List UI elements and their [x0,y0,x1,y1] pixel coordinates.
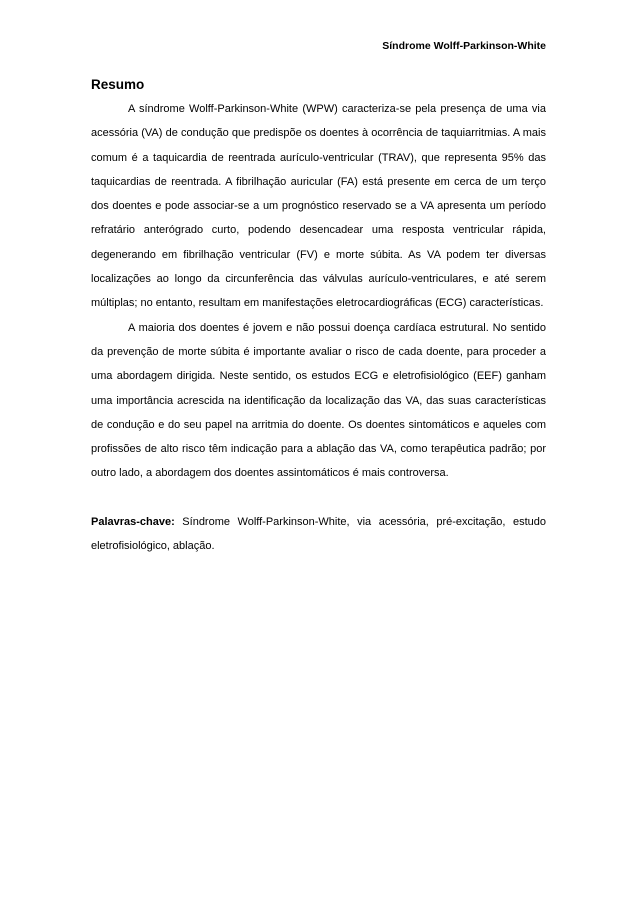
running-header: Síndrome Wolff-Parkinson-White [382,40,546,52]
keywords [91,510,546,559]
abstract-paragraph-2: A maioria dos doentes é jovem e não possui doença cardíaca estrutural. No sentido da prevenção de morte súbita é importante avaliar o risco de cada doente, para proceder a uma abordagem dirigida. Neste sentido, os estudos ECG e eletrofisiológico (EEF) ganham uma importância acrescida na identificação da localização das VA, das suas características de condução e do seu papel na arritmia do doente. Os doentes sintomáticos e aqueles com profissões de alto risco têm indicação para a ablação das VA, como terapêutica padrão; por outro lado, a abordagem dos doentes assintomáticos é mais controversa. [91,321,546,480]
keywords-text: Síndrome Wolff-Parkinson-White, via acessória, pré-excitação, estudo eletrofisiológico, ablação. [91,515,546,553]
keywords-label: Palavras-chave: [91,515,175,528]
abstract-section [91,74,546,558]
section-title: Resumo [91,77,145,92]
abstract-paragraph-1: A síndrome Wolff-Parkinson-White (WPW) caracteriza-se pela presença de uma via acessória (VA) de condução que predispõe os doentes à ocorrência de taquiarritmias. A mais comum é a taquicardia de reentrada aurículo-ventricular (TRAV), que representa 95% das taquicardias de reentrada. A fibrilhação auricular (FA) está presente em cerca de um terço dos doentes e pode associar-se a um prognóstico reservado se a VA apresenta um período refratário anterógrado curto, podendo desencadear uma resposta ventricular rápida, degenerando em fibrilhação ventricular (FV) e morte súbita. As VA podem ter diversas localizações ao longo da circunferência das válvulas aurículo-ventriculares, e até serem múltiplas; no entanto, resultam em manifestações eletrocardiográficas (ECG) características. [91,103,546,310]
